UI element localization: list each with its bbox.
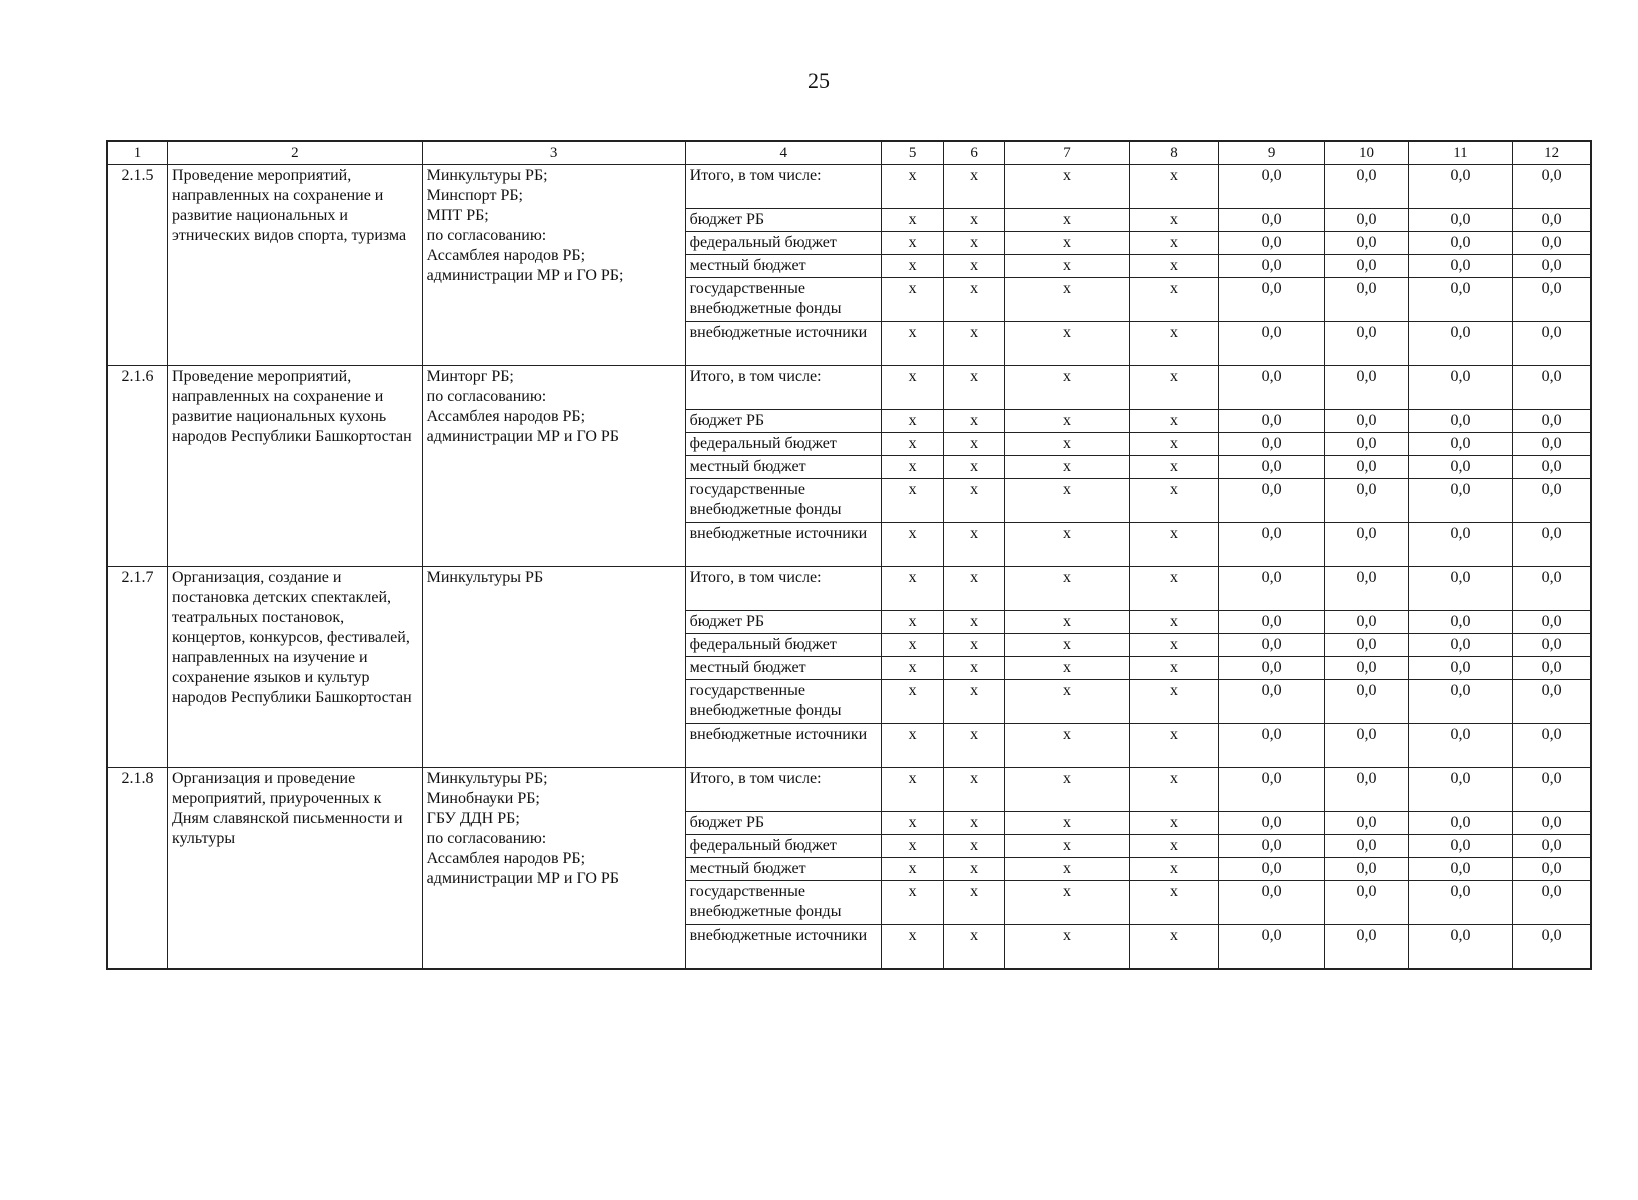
item-executors-cell: Минкультуры РБ; Минспорт РБ; МПТ РБ; по согласованию: Ассамблея народов РБ; администрации МР и ГО РБ;	[422, 165, 685, 366]
value-cell-c12: 0,0	[1513, 433, 1591, 456]
value-cell-c12: 0,0	[1513, 724, 1591, 768]
value-cell-c6: x	[944, 479, 1005, 523]
funding-source-cell: Итого, в том числе:	[685, 165, 881, 209]
value-cell-c6: x	[944, 232, 1005, 255]
value-cell-c5: x	[881, 858, 944, 881]
funding-source-cell: местный бюджет	[685, 657, 881, 680]
value-cell-c8: x	[1130, 322, 1219, 366]
value-cell-c7: x	[1004, 456, 1129, 479]
value-cell-c11: 0,0	[1408, 858, 1512, 881]
value-cell-c7: x	[1004, 858, 1129, 881]
value-cell-c5: x	[881, 680, 944, 724]
value-cell-c10: 0,0	[1325, 433, 1408, 456]
value-cell-c7: x	[1004, 680, 1129, 724]
value-cell-c8: x	[1130, 657, 1219, 680]
value-cell-c9: 0,0	[1218, 567, 1324, 611]
value-cell-c11: 0,0	[1408, 322, 1512, 366]
value-cell-c9: 0,0	[1218, 724, 1324, 768]
table-row	[107, 165, 1591, 209]
value-cell-c12: 0,0	[1513, 634, 1591, 657]
funding-source-cell: внебюджетные источники	[685, 523, 881, 567]
value-cell-c9: 0,0	[1218, 278, 1324, 322]
value-cell-c11: 0,0	[1408, 567, 1512, 611]
value-cell-c12: 0,0	[1513, 278, 1591, 322]
header-cell: 4	[685, 141, 881, 165]
value-cell-c8: x	[1130, 165, 1219, 209]
funding-source-cell: Итого, в том числе:	[685, 366, 881, 410]
header-cell: 7	[1004, 141, 1129, 165]
value-cell-c8: x	[1130, 479, 1219, 523]
value-cell-c5: x	[881, 768, 944, 812]
funding-source-cell: местный бюджет	[685, 858, 881, 881]
value-cell-c12: 0,0	[1513, 925, 1591, 970]
value-cell-c7: x	[1004, 165, 1129, 209]
value-cell-c11: 0,0	[1408, 768, 1512, 812]
value-cell-c7: x	[1004, 881, 1129, 925]
value-cell-c7: x	[1004, 768, 1129, 812]
value-cell-c10: 0,0	[1325, 812, 1408, 835]
value-cell-c11: 0,0	[1408, 835, 1512, 858]
value-cell-c11: 0,0	[1408, 680, 1512, 724]
value-cell-c8: x	[1130, 567, 1219, 611]
value-cell-c11: 0,0	[1408, 523, 1512, 567]
value-cell-c12: 0,0	[1513, 523, 1591, 567]
value-cell-c10: 0,0	[1325, 768, 1408, 812]
value-cell-c6: x	[944, 456, 1005, 479]
value-cell-c11: 0,0	[1408, 925, 1512, 970]
value-cell-c7: x	[1004, 724, 1129, 768]
item-code-cell: 2.1.7	[107, 567, 168, 768]
value-cell-c6: x	[944, 768, 1005, 812]
value-cell-c8: x	[1130, 209, 1219, 232]
funding-source-cell: Итого, в том числе:	[685, 768, 881, 812]
value-cell-c6: x	[944, 724, 1005, 768]
header-row	[107, 141, 1591, 165]
header-cell: 10	[1325, 141, 1408, 165]
value-cell-c9: 0,0	[1218, 812, 1324, 835]
value-cell-c12: 0,0	[1513, 881, 1591, 925]
value-cell-c6: x	[944, 925, 1005, 970]
value-cell-c8: x	[1130, 680, 1219, 724]
value-cell-c7: x	[1004, 812, 1129, 835]
value-cell-c6: x	[944, 881, 1005, 925]
value-cell-c12: 0,0	[1513, 858, 1591, 881]
value-cell-c5: x	[881, 611, 944, 634]
value-cell-c10: 0,0	[1325, 858, 1408, 881]
header-cell: 2	[168, 141, 423, 165]
item-title-cell: Организация, создание и постановка детских спектаклей, театральных постановок, концертов, конкурсов, фестивалей, направленных на изучение и сохранение языков и культур народов Республики Башкортостан	[168, 567, 423, 768]
item-title-cell: Проведение мероприятий, направленных на сохранение и развитие национальных кухонь народов Республики Башкортостан	[168, 366, 423, 567]
item-title-cell: Организация и проведение мероприятий, приуроченных к Дням славянской письменности и культуры	[168, 768, 423, 970]
value-cell-c6: x	[944, 255, 1005, 278]
value-cell-c9: 0,0	[1218, 479, 1324, 523]
value-cell-c7: x	[1004, 523, 1129, 567]
funding-source-cell: федеральный бюджет	[685, 232, 881, 255]
funding-source-cell: бюджет РБ	[685, 209, 881, 232]
item-title-cell: Проведение мероприятий, направленных на сохранение и развитие национальных и этнических видов спорта, туризма	[168, 165, 423, 366]
page-number: 25	[808, 68, 830, 93]
value-cell-c9: 0,0	[1218, 433, 1324, 456]
value-cell-c6: x	[944, 433, 1005, 456]
value-cell-c7: x	[1004, 366, 1129, 410]
value-cell-c5: x	[881, 322, 944, 366]
funding-source-cell: федеральный бюджет	[685, 634, 881, 657]
value-cell-c7: x	[1004, 433, 1129, 456]
value-cell-c12: 0,0	[1513, 812, 1591, 835]
value-cell-c10: 0,0	[1325, 255, 1408, 278]
value-cell-c11: 0,0	[1408, 634, 1512, 657]
value-cell-c6: x	[944, 366, 1005, 410]
value-cell-c5: x	[881, 835, 944, 858]
value-cell-c9: 0,0	[1218, 322, 1324, 366]
value-cell-c11: 0,0	[1408, 724, 1512, 768]
value-cell-c7: x	[1004, 209, 1129, 232]
value-cell-c12: 0,0	[1513, 657, 1591, 680]
value-cell-c10: 0,0	[1325, 479, 1408, 523]
value-cell-c8: x	[1130, 881, 1219, 925]
value-cell-c9: 0,0	[1218, 366, 1324, 410]
value-cell-c9: 0,0	[1218, 209, 1324, 232]
value-cell-c11: 0,0	[1408, 232, 1512, 255]
value-cell-c12: 0,0	[1513, 835, 1591, 858]
value-cell-c8: x	[1130, 858, 1219, 881]
value-cell-c10: 0,0	[1325, 724, 1408, 768]
value-cell-c9: 0,0	[1218, 657, 1324, 680]
value-cell-c6: x	[944, 410, 1005, 433]
table-body	[107, 165, 1591, 970]
value-cell-c6: x	[944, 278, 1005, 322]
funding-source-cell: внебюджетные источники	[685, 925, 881, 970]
value-cell-c11: 0,0	[1408, 657, 1512, 680]
funding-source-cell: бюджет РБ	[685, 410, 881, 433]
item-executors-cell: Минкультуры РБ	[422, 567, 685, 768]
funding-source-cell: бюджет РБ	[685, 611, 881, 634]
value-cell-c10: 0,0	[1325, 523, 1408, 567]
value-cell-c9: 0,0	[1218, 881, 1324, 925]
value-cell-c12: 0,0	[1513, 768, 1591, 812]
value-cell-c6: x	[944, 657, 1005, 680]
value-cell-c10: 0,0	[1325, 657, 1408, 680]
value-cell-c8: x	[1130, 433, 1219, 456]
value-cell-c9: 0,0	[1218, 523, 1324, 567]
value-cell-c8: x	[1130, 456, 1219, 479]
table-row	[107, 768, 1591, 812]
value-cell-c11: 0,0	[1408, 278, 1512, 322]
value-cell-c6: x	[944, 812, 1005, 835]
value-cell-c12: 0,0	[1513, 322, 1591, 366]
value-cell-c12: 0,0	[1513, 479, 1591, 523]
value-cell-c7: x	[1004, 925, 1129, 970]
value-cell-c8: x	[1130, 255, 1219, 278]
value-cell-c5: x	[881, 479, 944, 523]
value-cell-c10: 0,0	[1325, 410, 1408, 433]
value-cell-c11: 0,0	[1408, 479, 1512, 523]
value-cell-c5: x	[881, 523, 944, 567]
value-cell-c9: 0,0	[1218, 835, 1324, 858]
item-code-cell: 2.1.6	[107, 366, 168, 567]
value-cell-c6: x	[944, 165, 1005, 209]
value-cell-c12: 0,0	[1513, 232, 1591, 255]
value-cell-c10: 0,0	[1325, 165, 1408, 209]
value-cell-c5: x	[881, 657, 944, 680]
value-cell-c12: 0,0	[1513, 456, 1591, 479]
value-cell-c9: 0,0	[1218, 634, 1324, 657]
value-cell-c12: 0,0	[1513, 366, 1591, 410]
value-cell-c5: x	[881, 255, 944, 278]
value-cell-c5: x	[881, 925, 944, 970]
funding-source-cell: федеральный бюджет	[685, 835, 881, 858]
value-cell-c10: 0,0	[1325, 611, 1408, 634]
value-cell-c10: 0,0	[1325, 456, 1408, 479]
value-cell-c10: 0,0	[1325, 634, 1408, 657]
value-cell-c5: x	[881, 881, 944, 925]
value-cell-c7: x	[1004, 278, 1129, 322]
value-cell-c10: 0,0	[1325, 567, 1408, 611]
value-cell-c10: 0,0	[1325, 680, 1408, 724]
header-cell: 8	[1130, 141, 1219, 165]
funding-source-cell: внебюджетные источники	[685, 322, 881, 366]
header-cell: 12	[1513, 141, 1591, 165]
value-cell-c8: x	[1130, 835, 1219, 858]
value-cell-c7: x	[1004, 410, 1129, 433]
header-cell: 6	[944, 141, 1005, 165]
value-cell-c8: x	[1130, 634, 1219, 657]
value-cell-c6: x	[944, 858, 1005, 881]
funding-source-cell: государственные внебюджетные фонды	[685, 680, 881, 724]
value-cell-c12: 0,0	[1513, 410, 1591, 433]
value-cell-c5: x	[881, 456, 944, 479]
value-cell-c6: x	[944, 611, 1005, 634]
funding-source-cell: государственные внебюджетные фонды	[685, 479, 881, 523]
value-cell-c9: 0,0	[1218, 768, 1324, 812]
value-cell-c9: 0,0	[1218, 165, 1324, 209]
funding-source-cell: местный бюджет	[685, 255, 881, 278]
value-cell-c12: 0,0	[1513, 165, 1591, 209]
value-cell-c5: x	[881, 410, 944, 433]
value-cell-c10: 0,0	[1325, 278, 1408, 322]
value-cell-c9: 0,0	[1218, 255, 1324, 278]
header-cell: 5	[881, 141, 944, 165]
value-cell-c9: 0,0	[1218, 456, 1324, 479]
value-cell-c8: x	[1130, 366, 1219, 410]
value-cell-c8: x	[1130, 410, 1219, 433]
value-cell-c5: x	[881, 209, 944, 232]
value-cell-c12: 0,0	[1513, 567, 1591, 611]
value-cell-c8: x	[1130, 925, 1219, 970]
value-cell-c7: x	[1004, 479, 1129, 523]
value-cell-c6: x	[944, 567, 1005, 611]
financing-table	[106, 140, 1592, 970]
value-cell-c8: x	[1130, 278, 1219, 322]
funding-source-cell: бюджет РБ	[685, 812, 881, 835]
value-cell-c12: 0,0	[1513, 611, 1591, 634]
funding-source-cell: федеральный бюджет	[685, 433, 881, 456]
value-cell-c7: x	[1004, 567, 1129, 611]
value-cell-c8: x	[1130, 232, 1219, 255]
table-row	[107, 567, 1591, 611]
value-cell-c10: 0,0	[1325, 925, 1408, 970]
value-cell-c7: x	[1004, 255, 1129, 278]
value-cell-c9: 0,0	[1218, 611, 1324, 634]
value-cell-c6: x	[944, 835, 1005, 858]
value-cell-c8: x	[1130, 611, 1219, 634]
value-cell-c5: x	[881, 278, 944, 322]
value-cell-c11: 0,0	[1408, 255, 1512, 278]
value-cell-c9: 0,0	[1218, 232, 1324, 255]
value-cell-c9: 0,0	[1218, 410, 1324, 433]
value-cell-c5: x	[881, 165, 944, 209]
value-cell-c11: 0,0	[1408, 209, 1512, 232]
funding-source-cell: государственные внебюджетные фонды	[685, 881, 881, 925]
value-cell-c6: x	[944, 322, 1005, 366]
value-cell-c5: x	[881, 567, 944, 611]
value-cell-c11: 0,0	[1408, 433, 1512, 456]
funding-source-cell: Итого, в том числе:	[685, 567, 881, 611]
value-cell-c10: 0,0	[1325, 232, 1408, 255]
value-cell-c11: 0,0	[1408, 410, 1512, 433]
value-cell-c7: x	[1004, 657, 1129, 680]
value-cell-c11: 0,0	[1408, 456, 1512, 479]
item-executors-cell: Минторг РБ; по согласованию: Ассамблея народов РБ; администрации МР и ГО РБ	[422, 366, 685, 567]
value-cell-c11: 0,0	[1408, 881, 1512, 925]
value-cell-c5: x	[881, 433, 944, 456]
value-cell-c7: x	[1004, 232, 1129, 255]
value-cell-c11: 0,0	[1408, 366, 1512, 410]
value-cell-c5: x	[881, 812, 944, 835]
funding-source-cell: местный бюджет	[685, 456, 881, 479]
value-cell-c11: 0,0	[1408, 611, 1512, 634]
funding-source-cell: внебюджетные источники	[685, 724, 881, 768]
item-executors-cell: Минкультуры РБ; Минобнауки РБ; ГБУ ДДН РБ; по согласованию: Ассамблея народов РБ; администрации МР и ГО РБ	[422, 768, 685, 970]
value-cell-c7: x	[1004, 634, 1129, 657]
value-cell-c9: 0,0	[1218, 925, 1324, 970]
item-code-cell: 2.1.5	[107, 165, 168, 366]
value-cell-c10: 0,0	[1325, 209, 1408, 232]
value-cell-c10: 0,0	[1325, 835, 1408, 858]
value-cell-c11: 0,0	[1408, 165, 1512, 209]
value-cell-c12: 0,0	[1513, 255, 1591, 278]
value-cell-c6: x	[944, 523, 1005, 567]
value-cell-c11: 0,0	[1408, 812, 1512, 835]
value-cell-c7: x	[1004, 611, 1129, 634]
value-cell-c8: x	[1130, 812, 1219, 835]
value-cell-c7: x	[1004, 835, 1129, 858]
value-cell-c6: x	[944, 680, 1005, 724]
value-cell-c6: x	[944, 634, 1005, 657]
value-cell-c10: 0,0	[1325, 881, 1408, 925]
value-cell-c12: 0,0	[1513, 680, 1591, 724]
item-code-cell: 2.1.8	[107, 768, 168, 970]
table-row	[107, 366, 1591, 410]
header-cell: 1	[107, 141, 168, 165]
value-cell-c7: x	[1004, 322, 1129, 366]
value-cell-c5: x	[881, 232, 944, 255]
value-cell-c10: 0,0	[1325, 322, 1408, 366]
funding-source-cell: государственные внебюджетные фонды	[685, 278, 881, 322]
value-cell-c10: 0,0	[1325, 366, 1408, 410]
value-cell-c9: 0,0	[1218, 680, 1324, 724]
header-cell: 11	[1408, 141, 1512, 165]
value-cell-c5: x	[881, 724, 944, 768]
value-cell-c8: x	[1130, 768, 1219, 812]
value-cell-c6: x	[944, 209, 1005, 232]
value-cell-c12: 0,0	[1513, 209, 1591, 232]
header-cell: 3	[422, 141, 685, 165]
header-cell: 9	[1218, 141, 1324, 165]
value-cell-c8: x	[1130, 523, 1219, 567]
value-cell-c8: x	[1130, 724, 1219, 768]
value-cell-c5: x	[881, 634, 944, 657]
value-cell-c9: 0,0	[1218, 858, 1324, 881]
value-cell-c5: x	[881, 366, 944, 410]
